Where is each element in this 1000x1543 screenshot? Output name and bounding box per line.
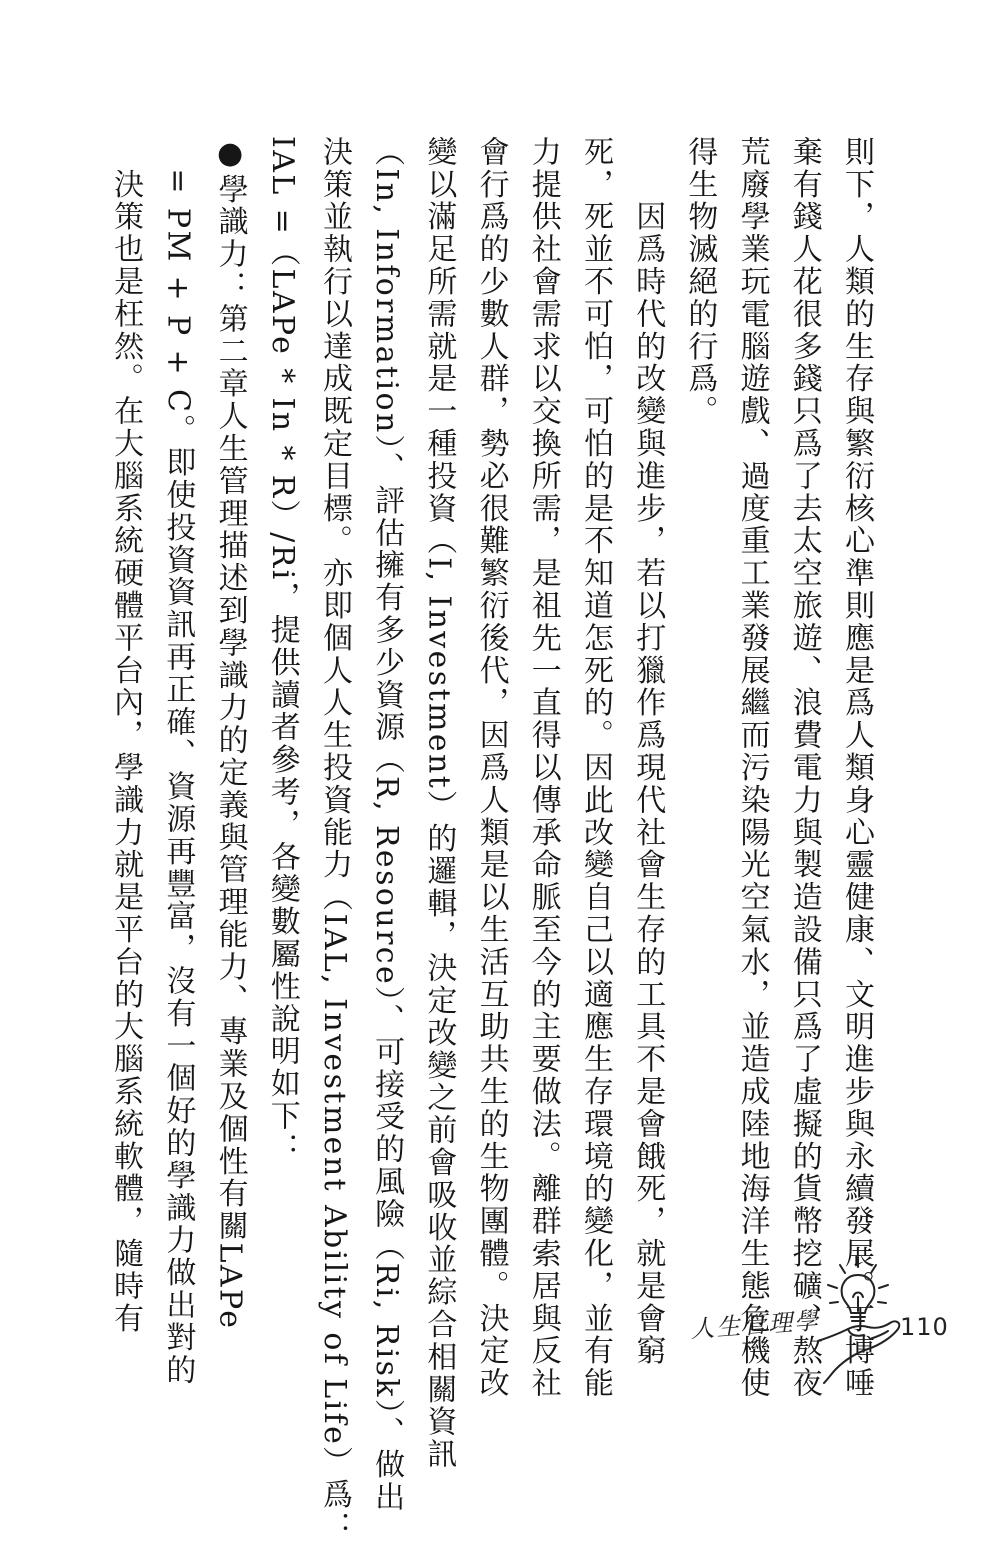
text-line: 變以滿足所需就是一種投資（I, Investment）的邏輯，決定改變之前會吸收並綜合相關資訊: [421, 136, 457, 1471]
text-line: 因爲時代的改變與進步，若以打獵作爲現代社會生存的工具不是會餓死，就是會窮: [630, 136, 666, 1368]
formula-line: IAL =（LAPe * In * R）/Ri，提供讀者參考，各變數屬性說明如下：: [264, 136, 300, 1165]
text-line: 荒廢學業玩電腦遊戲、過度重工業發展繼而污染陽光空氣水，並造成陸地海洋生態危機使: [734, 136, 770, 1400]
page-footer: [690, 1245, 960, 1385]
bullet-line: ●學識力：第二章人生管理描述到學識力的定義與管理能力、專業及個性有關LAPe: [212, 136, 248, 1331]
text-line: 死，死並不可怕，可怕的是不知道怎死的。因此改變自己以適應生存環境的變化，並有能: [577, 136, 613, 1400]
text-line: 會行爲的少數人群，勢必很難繁衍後代，因爲人類是以生活互助共生的生物團體。決定改: [473, 136, 509, 1400]
text-line: = PM + P + C。即使投資資訊再正確、資源再豐富，沒有一個好的學識力做出對的: [160, 136, 196, 1387]
text-line: （In, Information）、評估擁有多少資源（R, Resource）、可接受的風險（Ri, Risk）、做出: [369, 136, 405, 1514]
text-line: 則下，人類的生存與繁衍核心準則應是爲人類身心靈健康、文明進步與永續發展。丁博唾: [839, 136, 874, 1400]
text-line: 決策也是枉然。在大腦系統硬體平台內，學識力就是平台的大腦系統軟體，隨時有: [108, 136, 144, 1335]
book-title: 人生管理學: [689, 1306, 821, 1344]
lightbulb-in-hand-icon: [810, 1245, 906, 1385]
text-line: 力提供社會需求以交換所需，是祖先一直得以傳承命脈至今的主要做法。離群索居與反社: [525, 136, 561, 1400]
text-line: 決策並執行以達成既定目標。亦即個人人生投資能力（IAL, Investment Ability of Life）爲：: [316, 136, 352, 1543]
text-line: 得生物滅絕的行爲。: [682, 136, 718, 428]
page-number: 110: [900, 1313, 949, 1341]
text-line: 棄有錢人花很多錢只爲了去太空旅遊、浪費電力與製造設備只爲了虛擬的貨幣挖礦、熬夜: [786, 136, 822, 1400]
